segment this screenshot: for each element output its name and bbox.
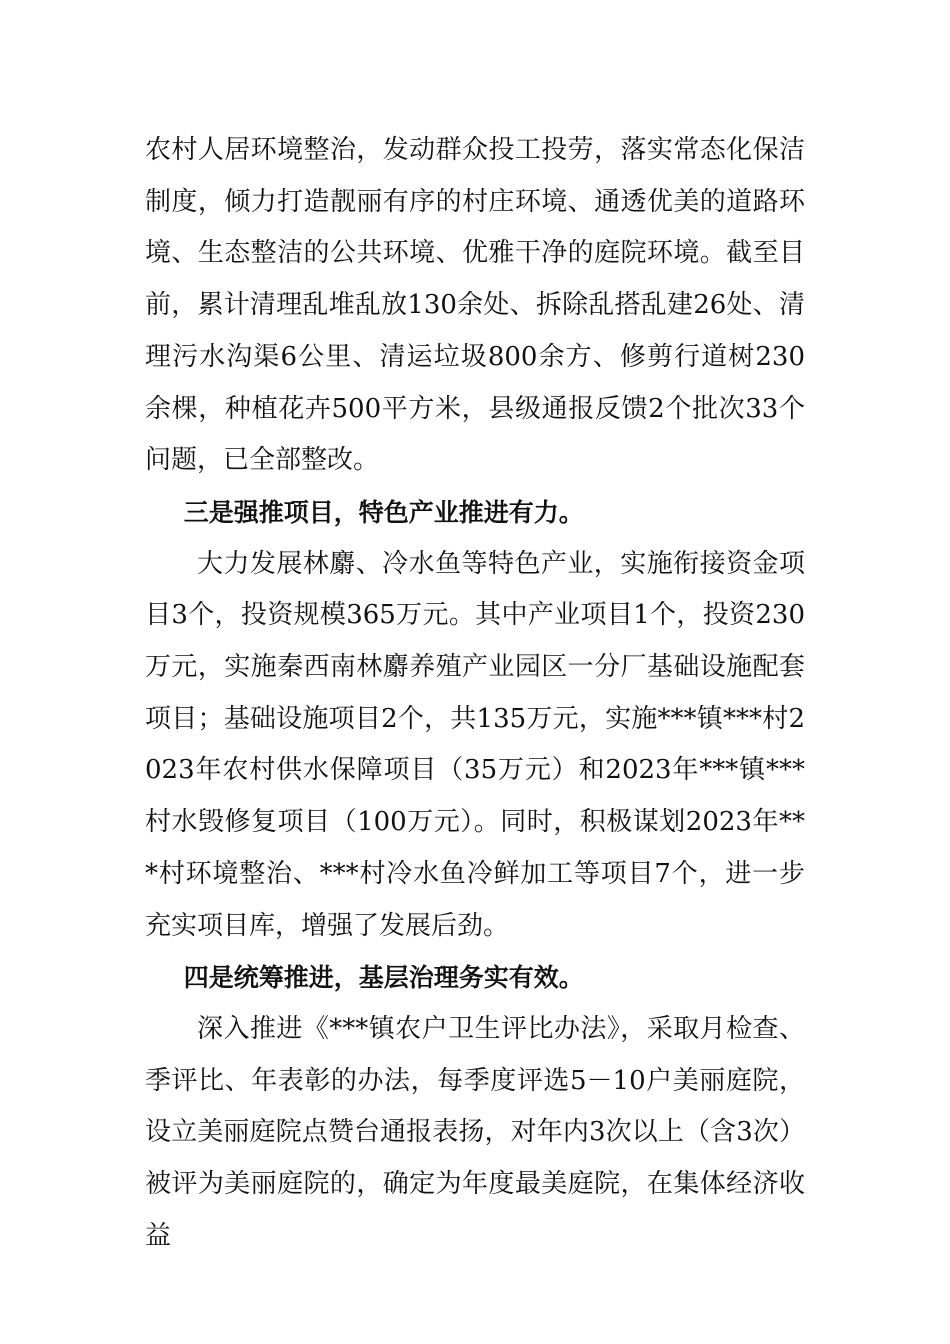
- section-heading-3: 三是强推项目，特色产业推进有力。: [183, 497, 584, 527]
- document-body: [145, 125, 805, 1262]
- body-paragraph-3: 深入推进《***镇农户卫生评比办法》，采取月检查、季评比、年表彰的办法，每季度评选5－10户美丽庭院，设立美丽庭院点赞台通报表扬，对年内3次以上（含3次）被评为美丽庭院的，确定为年度最美庭院，在集体经济收益: [145, 1013, 805, 1251]
- body-paragraph-2: 大力发展林麝、冷水鱼等特色产业，实施衔接资金项目3个，投资规模365万元。其中产业项目1个，投资230万元，实施秦西南林麝养殖产业园区一分厂基础设施配套项目；基础设施项目2个，共135万元，实施***镇***村2023年农村供水保障项目（35万元）和2023年***镇***村水毁修复项目（100万元）。同时，积极谋划2023年***村环境整治、***村冷水鱼冷鲜加工等项目7个，进一步充实项目库，增强了发展后劲。: [145, 548, 805, 941]
- section-heading-4: 四是统筹推进，基层治理务实有效。: [183, 963, 584, 993]
- body-paragraph-1: 农村人居环境整治，发动群众投工投劳，落实常态化保洁制度，倾力打造靓丽有序的村庄环境、通透优美的道路环境、生态整洁的公共环境、优雅干净的庭院环境。截至目前，累计清理乱堆乱放130余处、拆除乱搭乱建26处、清理污水沟渠6公里、清运垃圾800余方、修剪行道树230余棵，种植花卉500平方米，县级通报反馈2个批次33个问题，已全部整改。: [145, 135, 805, 476]
